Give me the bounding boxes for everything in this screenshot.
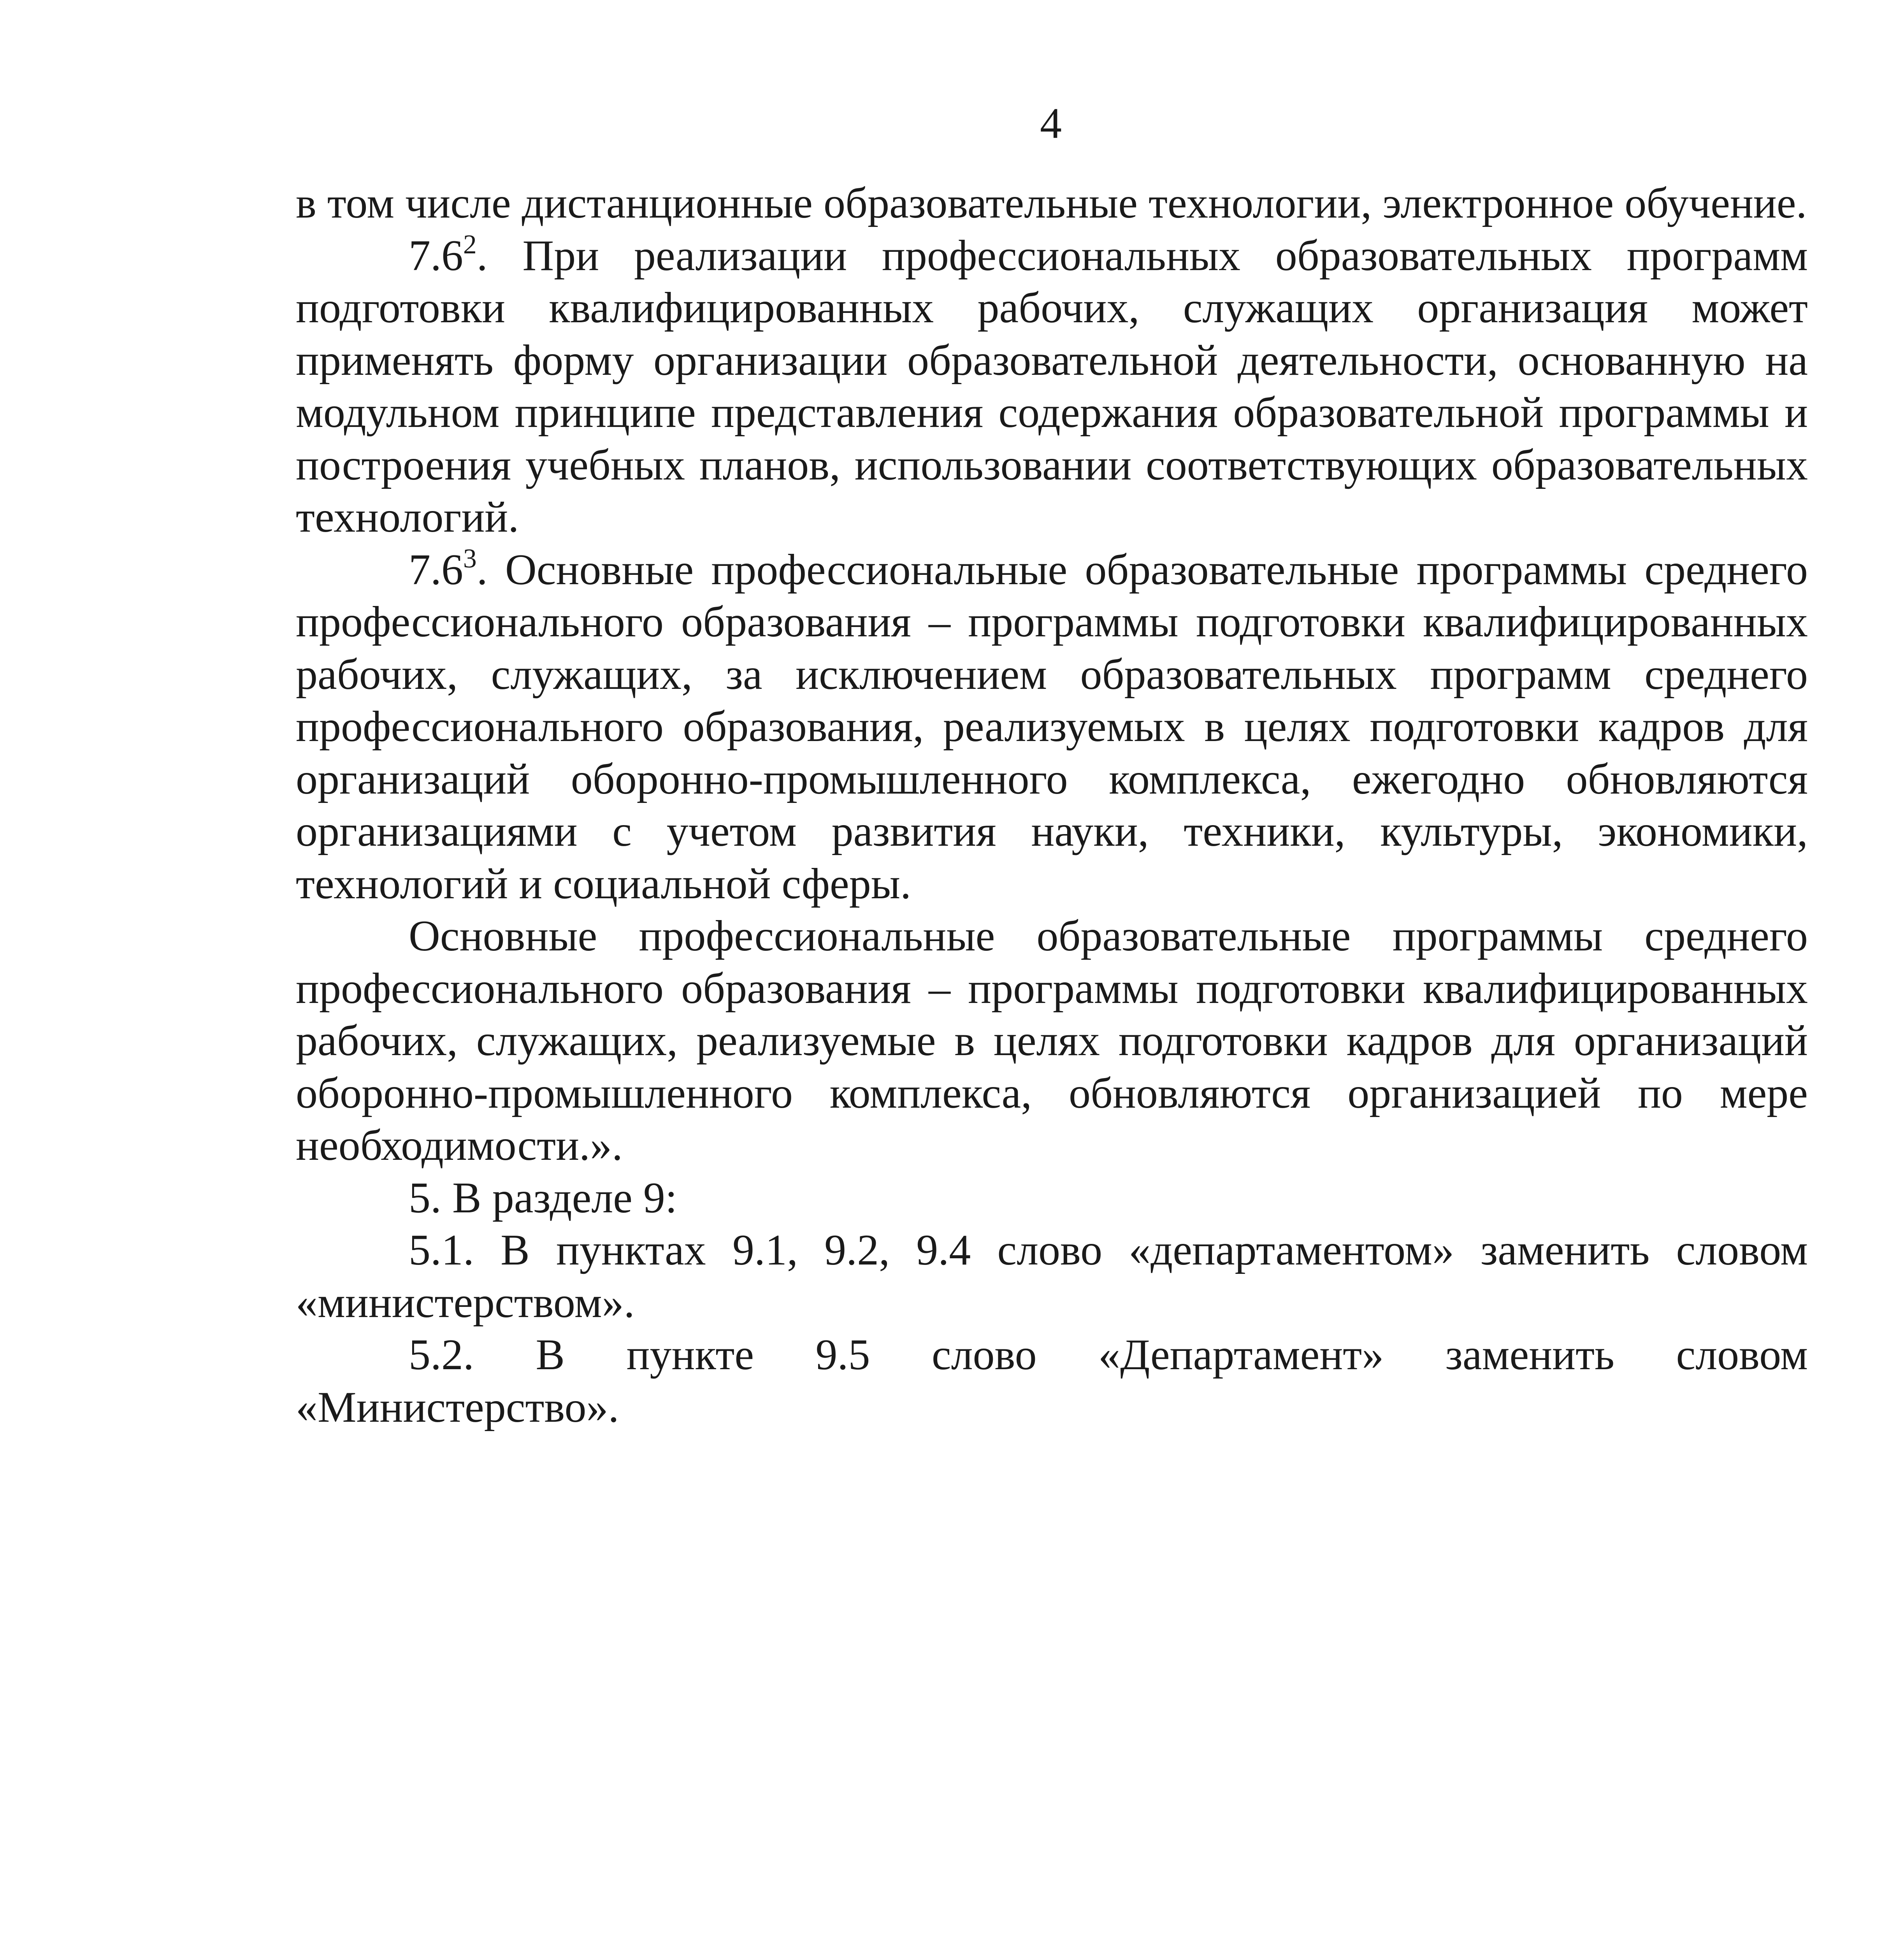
paragraph-text: 5. В разделе 9: <box>409 1173 678 1222</box>
clause-superscript: 3 <box>463 543 477 574</box>
paragraph-text: . Основные профессиональные образовательные программы среднего профессионального образования – программы подготовки квалифицированных рабочих, служащих, за исключением образовательных программ среднего профессионального образования, реализуемых в целях подготовки кадров для организаций оборонно-промышленного комплекса, ежегодно обновляются организациями с учетом развития науки, техники, культуры, экономики, технологий и социальной сферы. <box>296 545 1808 908</box>
paragraph-clause-7-6-2 <box>296 230 1808 544</box>
clause-number: 7.6 <box>409 545 463 594</box>
paragraph-text: 5.1. В пунктах 9.1, 9.2, 9.4 слово «департаментом» заменить словом «министерством». <box>296 1226 1808 1327</box>
paragraph-clause-5-1 <box>296 1224 1808 1329</box>
paragraph-section-9-heading <box>296 1172 1808 1224</box>
page-number: 4 <box>1040 99 1062 148</box>
paragraph-text: Основные профессиональные образовательные программы среднего профессионального образования – программы подготовки квалифицированных рабочих, служащих, реализуемые в целях подготовки кадров для организаций оборонно-промышленного комплекса, обновляются организацией по мере необходимости.». <box>296 912 1808 1170</box>
paragraph-text: в том числе дистанционные образовательные технологии, электронное обучение. <box>296 179 1807 227</box>
clause-number: 7.6 <box>409 231 463 280</box>
paragraph-clause-7-6-3 <box>296 544 1808 910</box>
paragraph-text: 5.2. В пункте 9.5 слово «Департамент» заменить словом «Министерство». <box>296 1331 1808 1431</box>
paragraph-defense-industry <box>296 910 1808 1172</box>
clause-superscript: 2 <box>463 229 477 260</box>
paragraph-clause-5-2 <box>296 1329 1808 1433</box>
paragraph-text: . При реализации профессиональных образовательных программ подготовки квалифицированных рабочих, служащих организация может применять форму организации образовательной деятельности, основанную на модульном принципе представления содержания образовательной программы и построения учебных планов, использовании соответствующих образовательных технологий. <box>296 231 1808 541</box>
paragraph-continuation <box>296 177 1808 230</box>
document-body <box>296 177 1808 1433</box>
